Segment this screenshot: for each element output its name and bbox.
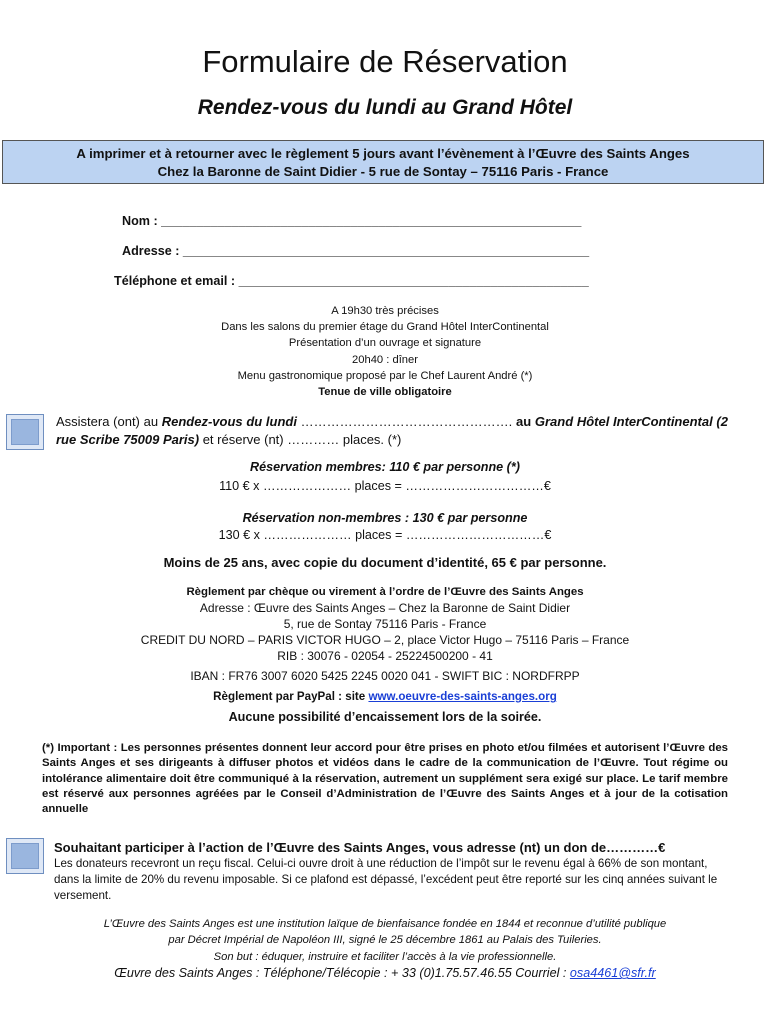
- program-line-4: 20h40 : dîner: [352, 353, 418, 366]
- banner-line-2: Chez la Baronne de Saint Didier - 5 rue de Sontay – 75116 Paris - France: [157, 164, 609, 179]
- payment-address-2: 5, rue de Sontay 75116 Paris - France: [283, 617, 487, 631]
- donation-heading[interactable]: Souhaitant participer à l’action de l’Œuvre des Saints Anges, vous adresse (nt) un don de…………€: [54, 840, 666, 855]
- attendance-text: [56, 413, 728, 449]
- phone-email-field[interactable]: Téléphone et email : __________________________________________________: [114, 274, 589, 288]
- footer-email-link[interactable]: osa4461@sfr.fr: [569, 966, 656, 980]
- no-cash-notice: Aucune possibilité d’encaissement lors de la soirée.: [228, 710, 542, 724]
- important-notice: (*) Important : Les personnes présentes donnent leur accord pour être prises en photo et/ou filmées et autorisent l’Œuvre des Saints Anges et ses dirigeants à diffuser photos et vidéos dans le cadre de la communication de l’Œuvre. Tout régime ou intolérance alimentaire doit être communiqué à la réservation, autrement un supplément sera exigé sur place. Le tarif membre est réservé aux personnes agréées par le Conseil d’Administration de l’Œuvre des Saints Anges et à jour de la cotisation annuelle: [42, 742, 728, 816]
- donation-checkbox[interactable]: [6, 838, 44, 874]
- paypal-link[interactable]: www.oeuvre-des-saints-anges.org: [368, 690, 557, 703]
- program-line-6: Tenue de ville obligatoire: [318, 386, 452, 399]
- payment-rib: RIB : 30076 - 02054 - 25224500200 - 41: [277, 649, 493, 663]
- non-members-heading: Réservation non-membres : 130 € par personne: [242, 511, 528, 525]
- attendance-au: au: [516, 414, 535, 429]
- attendance-venue: Grand Hôtel InterContinental (2 rue Scribe 75009 Paris): [56, 414, 728, 447]
- page-subtitle: Rendez-vous du lundi au Grand Hôtel: [197, 96, 573, 119]
- program-line-3: Présentation d’un ouvrage et signature: [288, 337, 482, 350]
- attendance-suffix: et réserve (nt) ………… places. (*): [199, 432, 402, 447]
- footer-line-1: L’Œuvre des Saints Anges est une institution laïque de bienfaisance fondée en 1844 et reconnue d’utilité publique: [103, 918, 667, 930]
- payment-iban: IBAN : FR76 3007 6020 5425 2245 0020 041 - SWIFT BIC : NORDFRPP: [190, 669, 580, 683]
- page-title: Formulaire de Réservation: [202, 44, 568, 79]
- program-line-5: Menu gastronomique proposé par le Chef Laurent André (*): [237, 369, 533, 382]
- attendance-event: Rendez-vous du lundi: [161, 414, 297, 429]
- payment-bank: CREDIT DU NORD – PARIS VICTOR HUGO – 2, place Victor Hugo – 75116 Paris – France: [140, 633, 630, 647]
- non-members-line[interactable]: 130 € x ………………… places = ……………………………€: [218, 528, 552, 542]
- footer-contact-prefix: Œuvre des Saints Anges : Téléphone/Télécopie : + 33 (0)1.75.57.46.55 Courriel :: [114, 966, 570, 980]
- members-line[interactable]: 110 € x ………………… places = ……………………………€: [219, 479, 551, 493]
- footer-line-3: Son but : éduquer, instruire et faciliter l’accès à la vie professionnelle.: [213, 950, 557, 963]
- youth-rate: Moins de 25 ans, avec copie du document d’identité, 65 € par personne.: [163, 555, 607, 570]
- payment-heading: Règlement par chèque ou virement à l’ordre de l’Œuvre des Saints Anges: [186, 586, 584, 598]
- footer-block: [0, 916, 770, 965]
- footer-contact: [0, 966, 770, 980]
- program-line-2: Dans les salons du premier étage du Grand Hôtel InterContinental: [221, 321, 549, 334]
- payment-block: [0, 584, 770, 664]
- paypal-line: [0, 689, 770, 705]
- footer-line-2: par Décret Impérial de Napoléon III, signé le 25 décembre 1861 au Palais des Tuileries.: [168, 934, 602, 947]
- name-field[interactable]: Nom : ____________________________________________________________: [122, 214, 582, 228]
- donation-text: Les donateurs recevront un reçu fiscal. Celui-ci ouvre droit à une réduction de l’impôt sur le revenu égal à 66% de son montant, dans la limite de 20% du revenu imposable. Si ce plafond est dépassé, l’excédent peut être reporté sur les cinq années suivant le versement.: [54, 857, 718, 902]
- members-heading: Réservation membres: 110 € par personne (*): [250, 460, 520, 474]
- banner-line-1: A imprimer et à retourner avec le règlement 5 jours avant l’évènement à l’Œuvre des Saints Anges: [76, 146, 690, 161]
- paypal-prefix: Règlement par PayPal : site: [213, 690, 369, 703]
- program-block: [0, 303, 770, 400]
- program-line-1: A 19h30 très précises: [331, 305, 439, 317]
- attendance-dots[interactable]: ………………………………………….: [296, 414, 516, 429]
- attendance-checkbox[interactable]: [6, 414, 44, 450]
- address-field[interactable]: Adresse : __________________________________________________________: [122, 244, 590, 258]
- instruction-banner: [2, 140, 764, 184]
- attendance-prefix: Assistera (ont) au: [56, 414, 162, 429]
- payment-address-1: Adresse : Œuvre des Saints Anges – Chez la Baronne de Saint Didier: [199, 601, 571, 615]
